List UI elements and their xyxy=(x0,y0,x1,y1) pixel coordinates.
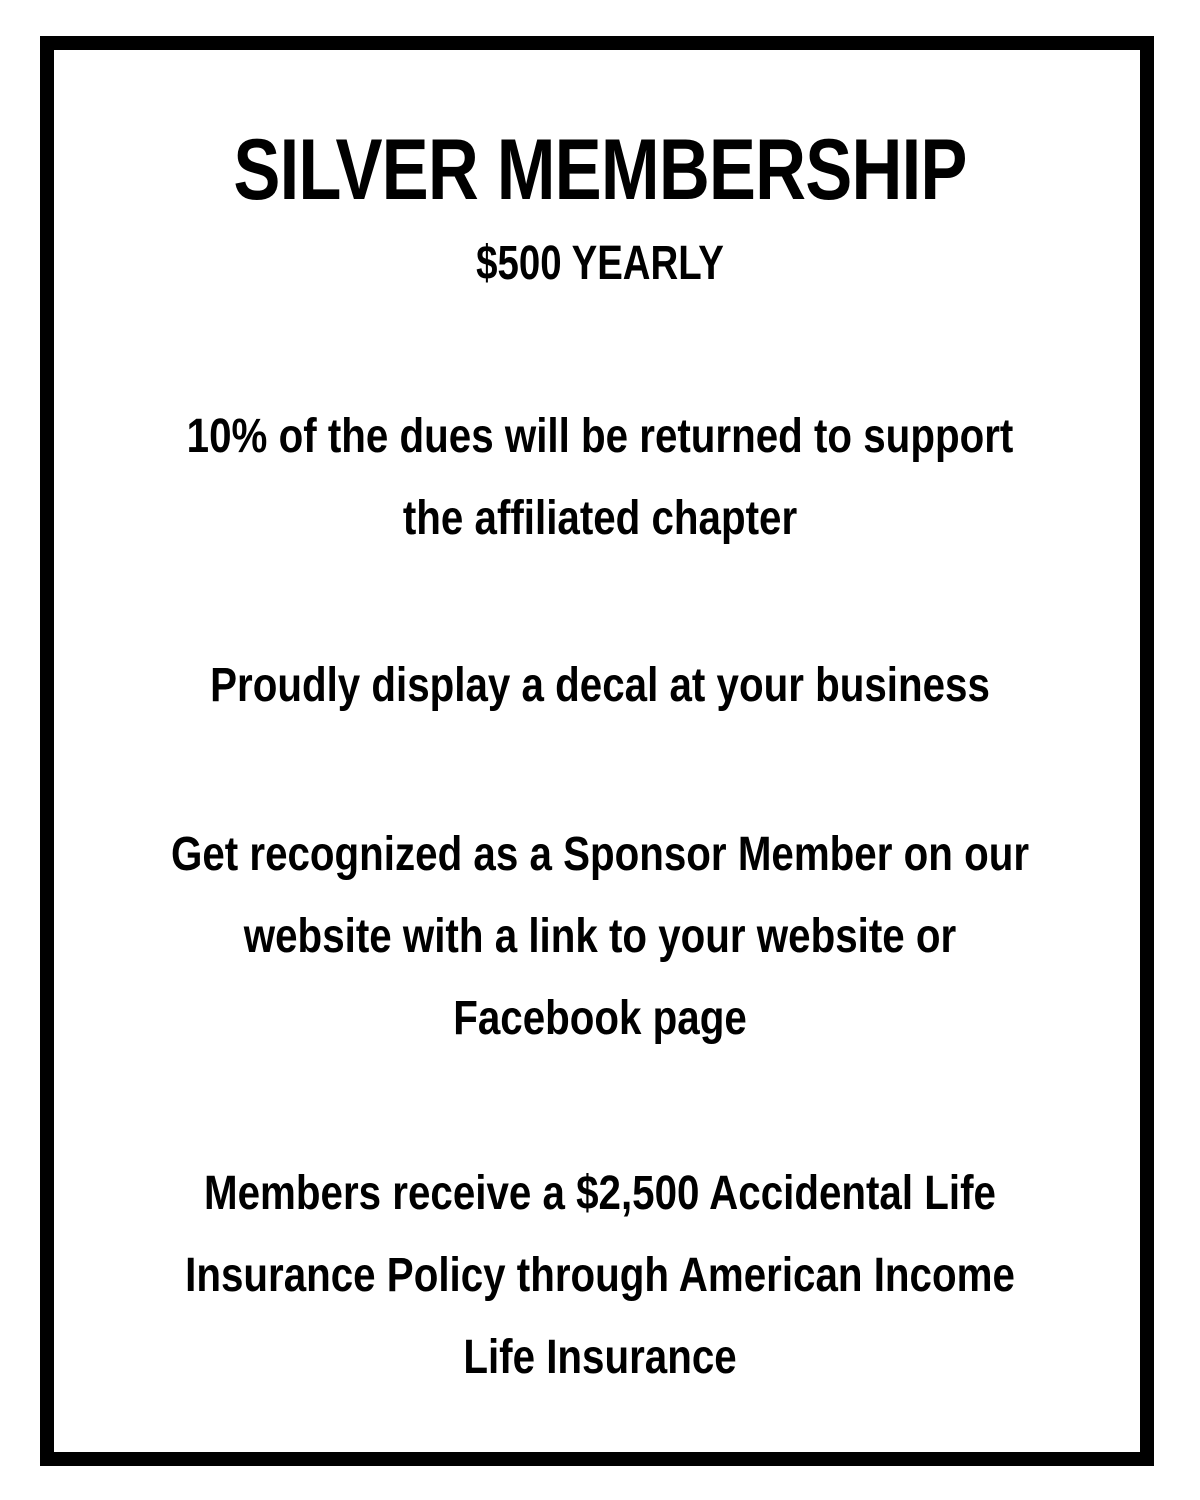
benefit-line: 10% of the dues will be returned to support xyxy=(186,410,1014,463)
benefit-line: website with a link to your website or xyxy=(243,910,957,963)
benefit-line: Life Insurance xyxy=(463,1331,737,1384)
benefit-line: Members receive a $2,500 Accidental Life xyxy=(204,1167,996,1220)
benefit-line: Proudly display a decal at your business xyxy=(210,659,990,712)
membership-title: SILVER MEMBERSHIP xyxy=(233,122,967,218)
benefit-dues-return xyxy=(146,396,1053,560)
benefit-line: Get recognized as a Sponsor Member on our xyxy=(170,828,1030,881)
membership-price: $500 YEARLY xyxy=(476,237,724,290)
benefit-sponsor-recognition xyxy=(146,814,1053,1060)
benefit-line: Facebook page xyxy=(453,992,747,1045)
benefit-line: Insurance Policy through American Income xyxy=(185,1249,1015,1302)
benefit-line: the affiliated chapter xyxy=(402,492,798,545)
benefit-decal xyxy=(146,645,1053,727)
benefit-life-insurance xyxy=(146,1153,1053,1399)
